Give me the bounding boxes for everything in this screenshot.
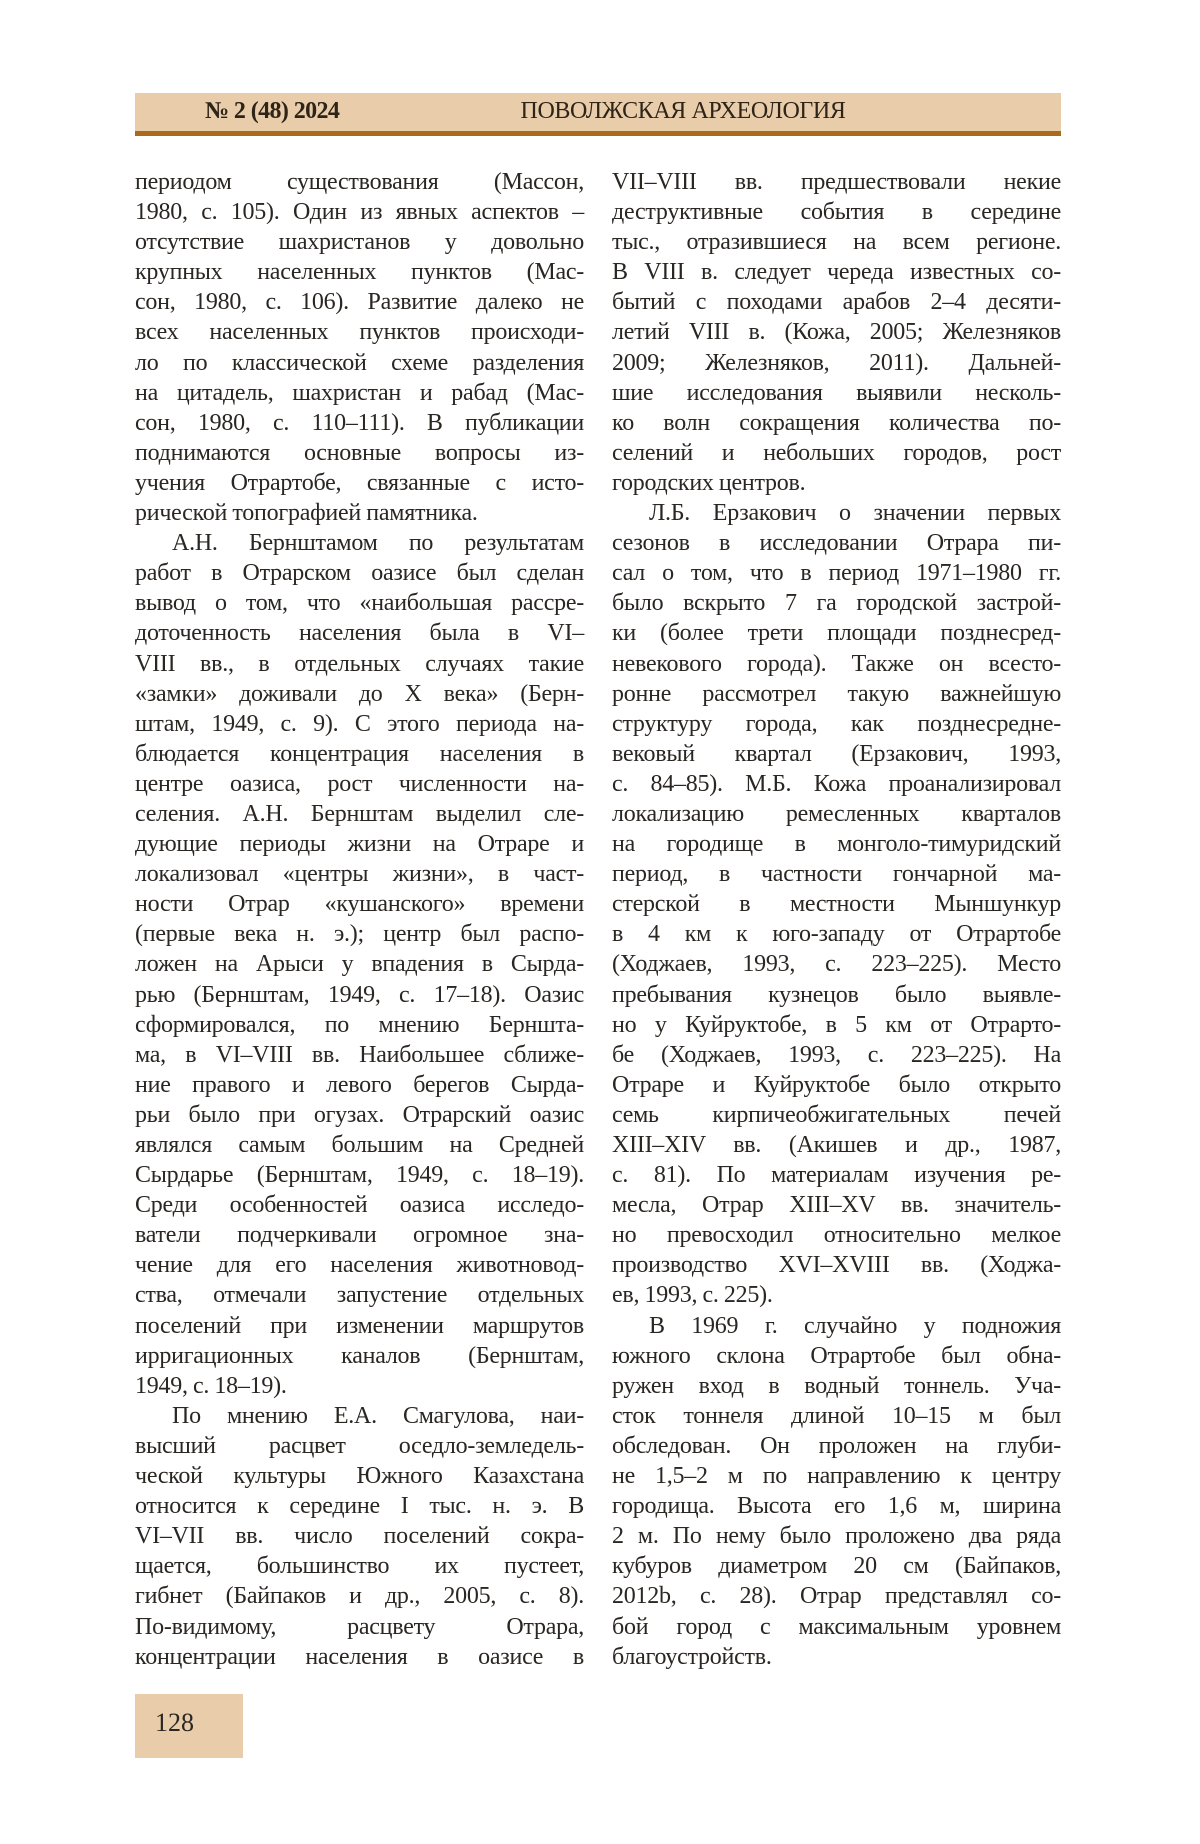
text-line: селения. А.Н. Бернштам выделил сле- [135,799,584,829]
journal-title: ПОВОЛЖСКАЯ АРХЕОЛОГИЯ [135,98,1061,125]
text-line: отсутствие шахристанов у довольно [135,227,584,257]
text-line: селений и небольших городов, рост [612,438,1061,468]
text-line: период, в частности гончарной ма- [612,859,1061,889]
text-line: По-видимому, расцвету Отрара, [135,1612,584,1642]
text-line: VII–VIII вв. предшествовали некие [612,167,1061,197]
text-line: сезонов в исследовании Отрара пи- [612,528,1061,558]
right-text-column [612,167,1061,1672]
text-line: Среди особенностей оазиса исследо- [135,1190,584,1220]
text-line: было вскрыто 7 га городской застрой- [612,588,1061,618]
page-number: 128 [155,1708,194,1738]
text-line: ложен на Арыси у впадения в Сырда- [135,949,584,979]
text-line: 2009; Железняков, 2011). Дальней- [612,348,1061,378]
text-line: ние правого и левого берегов Сырда- [135,1070,584,1100]
paragraph [612,498,1061,1311]
text-line: учения Отрартобе, связанные с исто- [135,468,584,498]
paragraph [612,1311,1061,1672]
text-line: щается, большинство их пустеет, [135,1551,584,1581]
text-line: на городище в монголо-тимуридский [612,829,1061,859]
text-line: высший расцвет оседло-земледель- [135,1431,584,1461]
text-line: дующие периоды жизни на Отраре и [135,829,584,859]
text-line: месла, Отрар XIII–XV вв. значитель- [612,1190,1061,1220]
text-line: локализацию ремесленных кварталов [612,799,1061,829]
text-line: пребывания кузнецов было выявле- [612,980,1061,1010]
issue-number: № 2 (48) 2024 [205,98,339,125]
text-line: на цитадель, шахристан и рабад (Мас- [135,378,584,408]
text-line: Сырдарье (Бернштам, 1949, с. 18–19). [135,1160,584,1190]
text-line: структуру города, как позднесредне- [612,709,1061,739]
text-line: ческой культуры Южного Казахстана [135,1461,584,1491]
text-line: 1980, с. 105). Один из явных аспектов – [135,197,584,227]
text-line: бытий с походами арабов 2–4 десяти- [612,287,1061,317]
text-line: вековый квартал (Ерзакович, 1993, [612,739,1061,769]
text-line: VI–VII вв. число поселений сокра- [135,1521,584,1551]
text-line: с. 84–85). М.Б. Кожа проанализировал [612,769,1061,799]
text-line: сал о том, что в период 1971–1980 гг. [612,558,1061,588]
text-line: «замки» доживали до X века» (Берн- [135,679,584,709]
text-line: тыс., отразившиеся на всем регионе. [612,227,1061,257]
text-line: VIII вв., в отдельных случаях такие [135,649,584,679]
text-line: (Ходжаев, 1993, с. 223–225). Место [612,949,1061,979]
text-line: сформировался, по мнению Берншта- [135,1010,584,1040]
text-line: работ в Отрарском оазисе был сделан [135,558,584,588]
left-text-column [135,167,584,1672]
text-line: бе (Ходжаев, 1993, с. 223–225). На [612,1040,1061,1070]
running-header [135,93,1061,131]
text-line: с. 81). По материалам изучения ре- [612,1160,1061,1190]
text-line: ства, отмечали запустение отдельных [135,1280,584,1310]
text-line: южного склона Отрартобе был обна- [612,1341,1061,1371]
text-line: сон, 1980, с. 106). Развитие далеко не [135,287,584,317]
text-line: сон, 1980, с. 110–111). В публикации [135,408,584,438]
text-line: сток тоннеля длиной 10–15 м был [612,1401,1061,1431]
text-line: рьи было при огузах. Отрарский оазис [135,1100,584,1130]
paragraph [135,1401,584,1672]
text-line: В VIII в. следует череда известных со- [612,257,1061,287]
text-line: чение для его населения животновод- [135,1250,584,1280]
text-line: ронне рассмотрел такую важнейшую [612,679,1061,709]
text-line: шие исследования выявили несколь- [612,378,1061,408]
text-line: городища. Высота его 1,6 м, ширина [612,1491,1061,1521]
page-number-box [135,1694,243,1758]
text-line: деструктивные события в середине [612,197,1061,227]
text-line: По мнению Е.А. Смагулова, наи- [135,1401,584,1431]
text-line: крупных населенных пунктов (Мас- [135,257,584,287]
header-rule-divider [135,131,1061,136]
text-line: блюдается концентрация населения в [135,739,584,769]
text-line: ватели подчеркивали огромное зна- [135,1220,584,1250]
text-line: кубуров диаметром 20 см (Байпаков, [612,1551,1061,1581]
text-line: 2 м. По нему было проложено два ряда [612,1521,1061,1551]
text-line: Отраре и Куйруктобе было открыто [612,1070,1061,1100]
text-line: (первые века н. э.); центр был распо- [135,919,584,949]
text-line: 1949, с. 18–19). [135,1371,584,1401]
text-line: ко волн сокращения количества по- [612,408,1061,438]
text-line: ло по классической схеме разделения [135,348,584,378]
text-line: относится к середине I тыс. н. э. В [135,1491,584,1521]
text-line: центре оазиса, рост численности на- [135,769,584,799]
text-line: но у Куйруктобе, в 5 км от Отрарто- [612,1010,1061,1040]
text-line: бой город с максимальным уровнем [612,1612,1061,1642]
text-line: ружен вход в водный тоннель. Уча- [612,1371,1061,1401]
text-line: обследован. Он проложен на глуби- [612,1431,1061,1461]
text-line: 2012b, с. 28). Отрар представлял со- [612,1581,1061,1611]
text-line: ки (более трети площади позднесред- [612,618,1061,648]
text-line: городских центров. [612,468,1061,498]
text-line: ности Отрар «кушанского» времени [135,889,584,919]
text-line: периодом существования (Массон, [135,167,584,197]
text-line: концентрации населения в оазисе в [135,1642,584,1672]
text-line: поднимаются основные вопросы из- [135,438,584,468]
text-line: благоустройств. [612,1642,1061,1672]
text-line: А.Н. Бернштамом по результатам [135,528,584,558]
text-line: локализовал «центры жизни», в част- [135,859,584,889]
paragraph [135,167,584,528]
text-line: ирригационных каналов (Бернштам, [135,1341,584,1371]
text-line: поселений при изменении маршрутов [135,1311,584,1341]
text-line: Л.Б. Ерзакович о значении первых [612,498,1061,528]
text-line: семь кирпичеобжигательных печей [612,1100,1061,1130]
paragraph [135,528,584,1401]
text-line: в 4 км к юго-западу от Отрартобе [612,919,1061,949]
text-line: гибнет (Байпаков и др., 2005, с. 8). [135,1581,584,1611]
text-line: не 1,5–2 м по направлению к центру [612,1461,1061,1491]
text-line: В 1969 г. случайно у подножия [612,1311,1061,1341]
text-line: всех населенных пунктов происходи- [135,317,584,347]
text-line: XIII–XIV вв. (Акишев и др., 1987, [612,1130,1061,1160]
text-line: доточенность населения была в VI– [135,618,584,648]
text-line: являлся самым большим на Средней [135,1130,584,1160]
text-line: вывод о том, что «наибольшая рассре- [135,588,584,618]
text-line: штам, 1949, с. 9). С этого периода на- [135,709,584,739]
text-line: невекового города). Также он всесто- [612,649,1061,679]
paragraph [612,167,1061,498]
text-line: рической топографией памятника. [135,498,584,528]
text-line: стерской в местности Мыншункур [612,889,1061,919]
text-line: ма, в VI–VIII вв. Наибольшее сближе- [135,1040,584,1070]
text-line: производство XVI–XVIII вв. (Ходжа- [612,1250,1061,1280]
text-line: ев, 1993, с. 225). [612,1280,1061,1310]
text-line: рью (Бернштам, 1949, с. 17–18). Оазис [135,980,584,1010]
text-line: летий VIII в. (Кожа, 2005; Железняков [612,317,1061,347]
text-line: но превосходил относительно мелкое [612,1220,1061,1250]
